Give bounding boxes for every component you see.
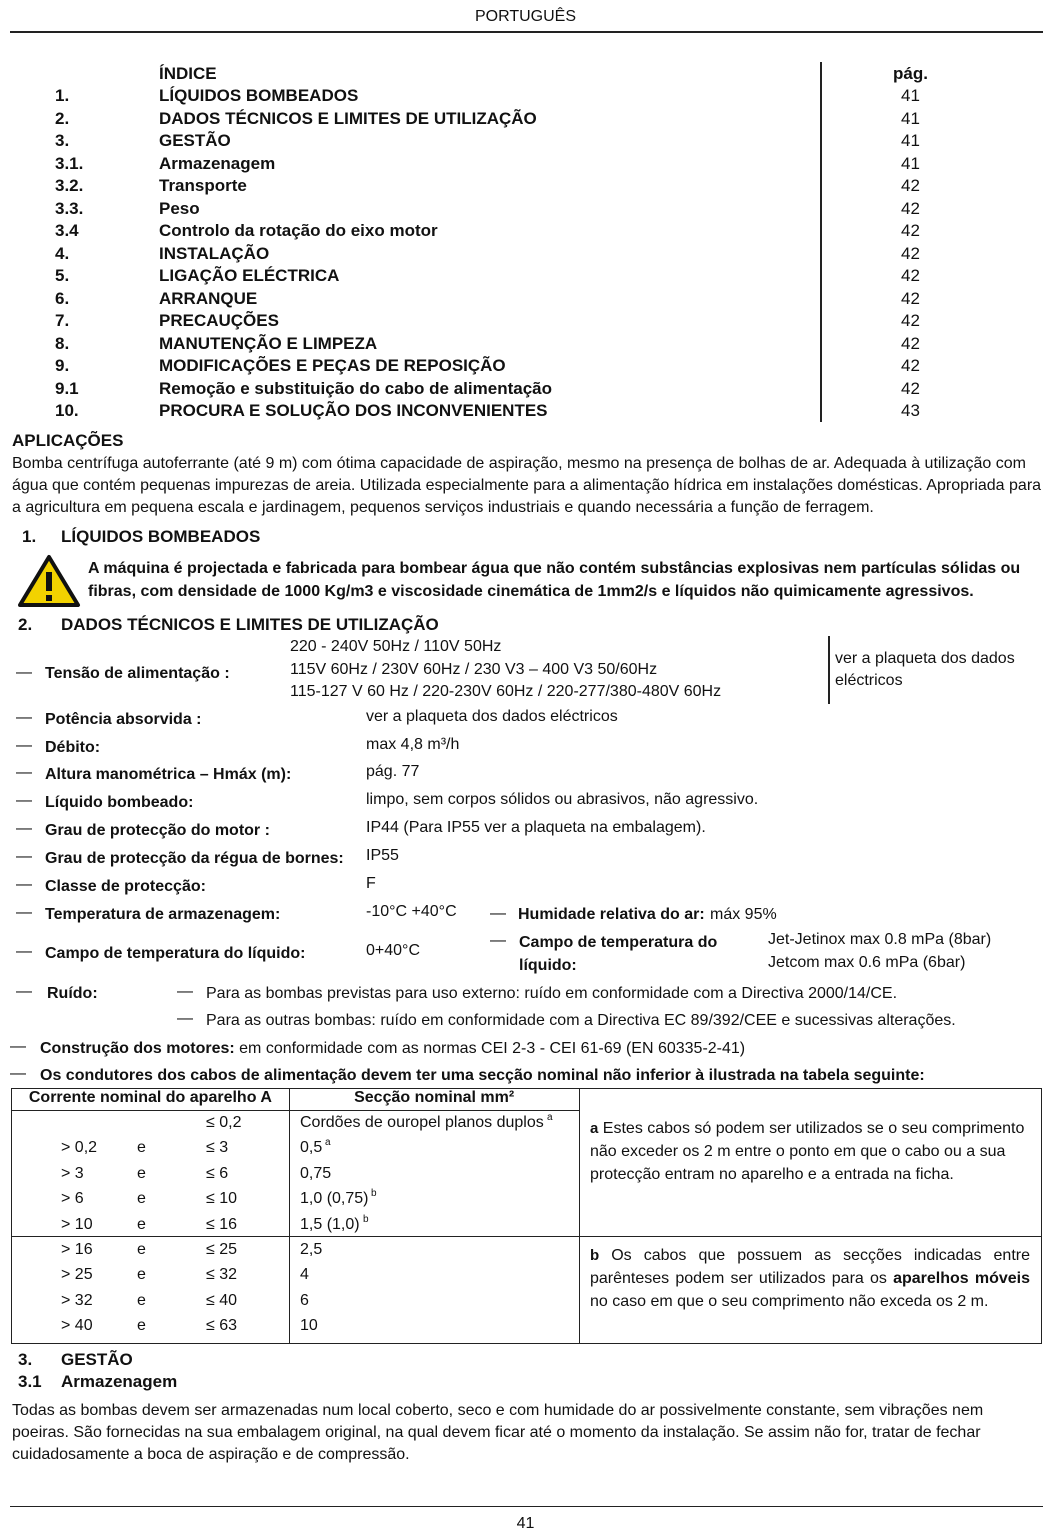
toc-item-page: 41 bbox=[901, 86, 920, 105]
voltage-label: Tensão de alimentação : bbox=[45, 665, 230, 682]
section2-title: DADOS TÉCNICOS E LIMITES DE UTILIZAÇÃO bbox=[61, 615, 439, 634]
toc-item-title: INSTALAÇÃO bbox=[159, 243, 270, 263]
dash-bullet: — bbox=[16, 904, 32, 921]
toc-item-page: 42 bbox=[901, 333, 920, 353]
section3-num: 3. bbox=[18, 1350, 33, 1369]
toc-item-page: 41 bbox=[901, 131, 920, 150]
current-to: ≤ 16 bbox=[206, 1215, 238, 1233]
dash-bullet: — bbox=[16, 983, 32, 1000]
note-a bbox=[590, 1117, 1030, 1186]
toc-item bbox=[55, 221, 935, 243]
toc-item-page: 42 bbox=[901, 356, 920, 375]
table-header: Secção nominal mm² bbox=[289, 1089, 579, 1111]
note-b-text: no caso em que o seu comprimento não exceda os 2 m. bbox=[590, 1293, 989, 1310]
page-number: 41 bbox=[516, 1515, 535, 1532]
section2-num: 2. bbox=[18, 615, 33, 634]
toc-item bbox=[55, 334, 935, 356]
humidity-value: máx 95% bbox=[710, 906, 777, 923]
dash-bullet: — bbox=[16, 876, 32, 893]
toc-item bbox=[55, 244, 935, 266]
section-value: 1,5 (1,0) bbox=[300, 1215, 360, 1233]
section-value: 0,5 bbox=[300, 1139, 323, 1157]
warning-icon bbox=[17, 554, 81, 608]
humidity-label: Humidade relativa do ar: bbox=[518, 906, 705, 923]
dash-bullet: — bbox=[177, 983, 193, 1000]
toc-item-title: Controlo da rotação do eixo motor bbox=[159, 221, 438, 240]
current-and: e bbox=[137, 1139, 146, 1157]
spec-value: pág. 77 bbox=[366, 763, 420, 780]
dash-bullet: — bbox=[10, 1065, 26, 1082]
current-to: ≤ 25 bbox=[206, 1241, 238, 1258]
applications-text: Bomba centrífuga autoferrante (até 9 m) com ótima capacidade de aspiração, mesmo na presença de bolhas de ar. Adequada à utilização com água que contém pequenas impurezas de areia. Utilizada especialmente para a alimentação hídrica em instalações domésticas. Apropriada para a agricultura em pequena escala e jardinagem, pequenos serviços industriais e quando necessária a função de ferragem. bbox=[12, 455, 1042, 516]
toc-item bbox=[55, 289, 935, 311]
table-header: Corrente nominal do aparelho A bbox=[12, 1089, 290, 1111]
toc-title: ÍNDICE bbox=[159, 64, 217, 83]
note-a-text: Estes cabos só podem ser utilizados se o seu comprimento não exceder os 2 m entre o ponto em que o cabo ou a sua protecção entram no aparelho e a entrada na ficha. bbox=[590, 1120, 1025, 1183]
spec-value: max 4,8 m³/h bbox=[366, 736, 460, 753]
toc-item-page: 42 bbox=[901, 198, 920, 218]
current-and: e bbox=[137, 1266, 146, 1284]
current-to: ≤ 6 bbox=[206, 1164, 229, 1182]
dash-bullet: — bbox=[490, 932, 506, 949]
spec-value: ver a plaqueta dos dados eléctricos bbox=[366, 708, 618, 725]
current-from: > 25 bbox=[61, 1266, 93, 1284]
note-b bbox=[590, 1244, 1030, 1313]
toc-item-num: 3. bbox=[55, 131, 70, 150]
liquid-temp-label: Campo de temperatura do líquido: bbox=[45, 945, 306, 962]
section-value: 4 bbox=[300, 1266, 309, 1284]
toc-item bbox=[55, 379, 935, 401]
dash-bullet: — bbox=[16, 848, 32, 865]
pressure-value: Jetcom max 0.6 mPa (6bar) bbox=[768, 954, 966, 971]
footnote-mark: a bbox=[325, 1137, 331, 1149]
spec-label: Grau de protecção da régua de bornes: bbox=[45, 850, 344, 867]
dash-bullet: — bbox=[16, 764, 32, 781]
current-and: e bbox=[137, 1317, 146, 1335]
section-value: 0,75 bbox=[300, 1164, 332, 1182]
toc-item-title: Transporte bbox=[159, 176, 247, 195]
note-a-mark: a bbox=[590, 1120, 599, 1137]
spec-label: Altura manométrica – Hmáx (m): bbox=[45, 766, 292, 783]
current-to: ≤ 10 bbox=[206, 1190, 238, 1208]
current-and: e bbox=[137, 1215, 146, 1233]
spec-label: Temperatura de armazenagem: bbox=[45, 906, 281, 923]
current-cell bbox=[12, 1111, 290, 1237]
section-value: 6 bbox=[300, 1291, 309, 1309]
current-cell bbox=[12, 1237, 290, 1344]
toc-item bbox=[55, 154, 935, 176]
toc-item-num: 1. bbox=[55, 86, 70, 105]
note-b-mark: b bbox=[590, 1247, 600, 1264]
noise-item: Para as outras bombas: ruído em conformidade com a Directiva EC 89/392/CEE e sucessivas alterações. bbox=[206, 1012, 956, 1029]
section-value: 10 bbox=[300, 1317, 318, 1335]
section3-sub-num: 3.1 bbox=[18, 1372, 42, 1391]
toc-item-page: 41 bbox=[901, 108, 920, 128]
toc-item-title: MODIFICAÇÕES E PEÇAS DE REPOSIÇÃO bbox=[159, 356, 506, 375]
current-from: > 10 bbox=[61, 1215, 93, 1233]
header-rule bbox=[10, 31, 1043, 33]
spec-label: Débito: bbox=[45, 739, 101, 756]
toc-item bbox=[55, 311, 935, 333]
current-to: ≤ 32 bbox=[206, 1266, 238, 1284]
footnote-mark: b bbox=[363, 1213, 369, 1225]
note-b-bold: aparelhos móveis bbox=[893, 1270, 1031, 1287]
spec-label: Potência absorvida : bbox=[45, 711, 202, 728]
voltage-note: eléctricos bbox=[835, 672, 903, 689]
section-value: 1,0 (0,75) bbox=[300, 1190, 369, 1208]
motor-label: Construção dos motores: bbox=[40, 1040, 235, 1057]
spec-value: IP55 bbox=[366, 847, 399, 864]
toc-item-num: 3.4 bbox=[55, 221, 79, 240]
dash-bullet: — bbox=[16, 820, 32, 837]
noise-item: Para as bombas previstas para uso externo: ruído em conformidade com a Directiva 2000/14/CE. bbox=[206, 985, 898, 1002]
note-b-text: Os cabos que possuem as secções indicadas entre parênteses podem ser utilizados para os bbox=[590, 1247, 1030, 1287]
warning-text: A máquina é projectada e fabricada para bombear água que não contém substâncias explosivas nem partículas sólidas ou fibras, com densidade de 1000 Kg/m3 e viscosidade cinemática de 1mm2/s e líquidos não quimicamente agressivos. bbox=[88, 560, 1021, 600]
spec-value: -10°C +40°C bbox=[366, 903, 457, 920]
toc-item-title: LIGAÇÃO ELÉCTRICA bbox=[159, 266, 340, 285]
pressure-label: líquido: bbox=[519, 957, 577, 974]
spec-label: Grau de protecção do motor : bbox=[45, 822, 270, 839]
current-to: ≤ 63 bbox=[206, 1317, 238, 1335]
footnote-mark: a bbox=[547, 1112, 553, 1123]
section3-sub-title: Armazenagem bbox=[61, 1372, 178, 1391]
toc-item-num: 8. bbox=[55, 333, 70, 353]
toc-item bbox=[55, 356, 935, 378]
noise-label: Ruído: bbox=[47, 985, 98, 1002]
voltage-line: 115V 60Hz / 230V 60Hz / 230 V3 – 400 V3 50/60Hz bbox=[290, 661, 658, 678]
toc-item-title: Remoção e substituição do cabo de alimentação bbox=[159, 378, 552, 398]
toc-item bbox=[55, 86, 935, 108]
toc-item-page: 41 bbox=[901, 153, 920, 173]
cables-text: Os condutores dos cabos de alimentação devem ter uma secção nominal não inferior à ilustrada na tabela seguinte: bbox=[40, 1067, 925, 1084]
toc-item-title: ARRANQUE bbox=[159, 288, 258, 308]
pressure-value: Jet-Jetinox max 0.8 mPa (8bar) bbox=[768, 931, 992, 948]
toc-item-page: 42 bbox=[901, 288, 920, 308]
toc-item-num: 9. bbox=[55, 356, 70, 375]
toc-item bbox=[55, 199, 935, 221]
toc-item bbox=[55, 109, 935, 131]
spec-value: F bbox=[366, 875, 376, 892]
current-and: e bbox=[137, 1291, 146, 1309]
current-from: > 32 bbox=[61, 1291, 93, 1309]
current-from: > 3 bbox=[61, 1164, 84, 1182]
section-value: Cordões de ouropel planos duplos bbox=[300, 1114, 544, 1131]
toc-item-num: 3.2. bbox=[55, 176, 84, 195]
pressure-label: Campo de temperatura do bbox=[519, 934, 718, 951]
toc-item-title: GESTÃO bbox=[159, 131, 231, 150]
footnote-mark: b bbox=[371, 1188, 377, 1200]
current-to: ≤ 0,2 bbox=[206, 1114, 242, 1131]
current-to: ≤ 3 bbox=[206, 1139, 229, 1157]
toc-item-title: PROCURA E SOLUÇÃO DOS INCONVENIENTES bbox=[159, 401, 548, 420]
toc-item-title: PRECAUÇÕES bbox=[159, 311, 279, 330]
applications-title: APLICAÇÕES bbox=[12, 431, 124, 450]
storage-text: Todas as bombas devem ser armazenadas num local coberto, seco e com humidade do ar possivelmente constante, sem vibrações nem poeiras. São fornecidas na sua embalagem original, na qual devem ficar até o momento da instalação. Se assim não for, tratar de fechar cuidadosamente a boca de aspiração e de compressão. bbox=[12, 1402, 984, 1463]
toc-item bbox=[55, 266, 935, 288]
dash-bullet: — bbox=[177, 1010, 193, 1027]
toc-item-page: 42 bbox=[901, 311, 920, 330]
toc-item-num: 3.1. bbox=[55, 153, 84, 173]
toc-item-num: 6. bbox=[55, 288, 70, 308]
note-divider bbox=[579, 1236, 1042, 1237]
section1-num: 1. bbox=[22, 527, 37, 546]
toc-item-title: DADOS TÉCNICOS E LIMITES DE UTILIZAÇÃO bbox=[159, 108, 537, 128]
current-and: e bbox=[137, 1241, 146, 1258]
current-and: e bbox=[137, 1164, 146, 1182]
toc-item bbox=[55, 131, 935, 153]
voltage-note: ver a plaqueta dos dados bbox=[835, 650, 1015, 667]
dash-bullet: — bbox=[16, 943, 32, 960]
toc-item-num: 2. bbox=[55, 108, 70, 128]
section1-title: LÍQUIDOS BOMBEADOS bbox=[61, 527, 261, 546]
toc-item-num: 10. bbox=[55, 401, 79, 420]
section3-title: GESTÃO bbox=[61, 1350, 133, 1369]
spec-value: limpo, sem corpos sólidos ou abrasivos, não agressivo. bbox=[366, 791, 759, 808]
toc-item-title: LÍQUIDOS BOMBEADOS bbox=[159, 86, 359, 105]
voltage-line: 220 - 240V 50Hz / 110V 50Hz bbox=[290, 638, 502, 655]
dash-bullet: — bbox=[490, 905, 506, 922]
toc-item-page: 42 bbox=[901, 176, 920, 195]
spec-label: Classe de protecção: bbox=[45, 878, 206, 895]
toc-item-num: 3.3. bbox=[55, 198, 84, 218]
toc-page-header: pág. bbox=[893, 64, 928, 83]
current-from: > 16 bbox=[61, 1241, 93, 1258]
section-cell bbox=[289, 1237, 579, 1344]
current-and: e bbox=[137, 1190, 146, 1208]
toc-item-title: Armazenagem bbox=[159, 153, 276, 173]
dash-bullet: — bbox=[16, 709, 32, 726]
voltage-line: 115-127 V 60 Hz / 220-230V 60Hz / 220-277/380-480V 60Hz bbox=[290, 683, 722, 700]
voltage-divider bbox=[828, 636, 830, 704]
toc-item bbox=[55, 401, 935, 423]
toc-item-title: MANUTENÇÃO E LIMPEZA bbox=[159, 333, 378, 353]
dash-bullet: — bbox=[10, 1038, 26, 1055]
toc-item-page: 42 bbox=[901, 378, 920, 398]
language-header: PORTUGUÊS bbox=[474, 8, 577, 25]
motor-value: em conformidade com as normas CEI 2-3 - CEI 61-69 (EN 60335-2-41) bbox=[239, 1040, 746, 1057]
footer-rule bbox=[10, 1506, 1043, 1507]
toc-item-page: 42 bbox=[901, 243, 920, 263]
toc-item-page: 42 bbox=[901, 221, 920, 240]
liquid-temp-value: 0+40°C bbox=[366, 942, 420, 959]
current-from: > 40 bbox=[61, 1317, 93, 1335]
toc-item-page: 42 bbox=[901, 266, 920, 285]
toc-item-num: 7. bbox=[55, 311, 70, 330]
motor-line bbox=[40, 1040, 745, 1058]
toc-item-title: Peso bbox=[159, 198, 200, 218]
section-value: 2,5 bbox=[300, 1241, 323, 1258]
current-to: ≤ 40 bbox=[206, 1291, 238, 1309]
toc-item-page: 43 bbox=[901, 401, 920, 420]
spec-label: Líquido bombeado: bbox=[45, 794, 194, 811]
toc-item-num: 5. bbox=[55, 266, 70, 285]
toc-item bbox=[55, 176, 935, 198]
dash-bullet: — bbox=[16, 737, 32, 754]
spec-value: IP44 (Para IP55 ver a plaqueta na embalagem). bbox=[366, 819, 706, 836]
current-from: > 6 bbox=[61, 1190, 84, 1208]
current-from: > 0,2 bbox=[61, 1139, 98, 1157]
dash-bullet: — bbox=[16, 664, 32, 681]
toc-item-num: 9.1 bbox=[55, 378, 79, 398]
toc-item-num: 4. bbox=[55, 243, 70, 263]
dash-bullet: — bbox=[16, 792, 32, 809]
